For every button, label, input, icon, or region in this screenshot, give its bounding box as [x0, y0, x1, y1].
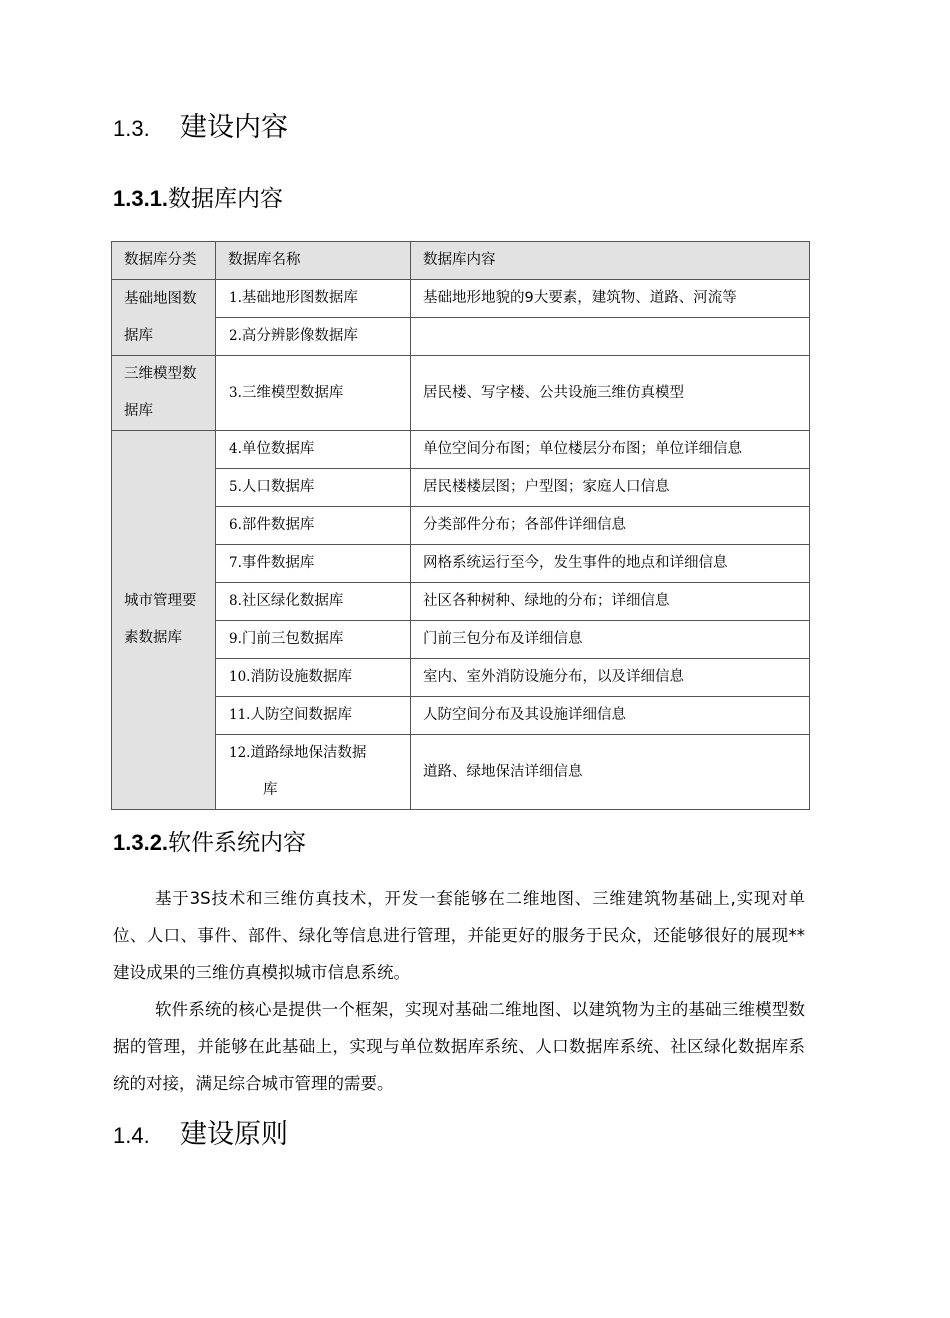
section-heading-1-3-2 [113, 828, 306, 858]
db-content-cell: 单位空间分布图；单位楼层分布图；单位详细信息 [411, 431, 810, 469]
db-name-cell: 7.事件数据库 [216, 545, 411, 583]
db-name-cell: 2.高分辨影像数据库 [216, 318, 411, 356]
section-title: 建设内容 [180, 112, 288, 143]
db-content-cell: 网格系统运行至今，发生事件的地点和详细信息 [411, 545, 810, 583]
table-header: 数据库内容 [411, 242, 810, 280]
paragraph: 基于3S技术和三维仿真技术，开发一套能够在二维地图、三维建筑物基础上,实现对单位、人口、事件、部件、绿化等信息进行管理，并能更好的服务于民众，还能够很好的展现**建设成果的三维仿真模拟城市信息系统。 [113, 889, 805, 982]
table-header: 数据库分类 [112, 242, 216, 280]
db-content-cell: 室内、室外消防设施分布，以及详细信息 [411, 659, 810, 697]
paragraph: 软件系统的核心是提供一个框架，实现对基础二维地图、以建筑物为主的基础三维模型数据的管理，并能够在此基础上，实现与单位数据库系统、人口数据库系统、社区绿化数据库系统的对接，满足综合城市管理的需要。 [113, 1000, 805, 1093]
db-content-cell: 基础地形地貌的9大要素，建筑物、道路、河流等 [411, 280, 810, 318]
db-name-cell: 5.人口数据库 [216, 469, 411, 507]
db-name-cell: 12.道路绿地保洁数据 库 [216, 735, 411, 810]
db-name-cell: 8.社区绿化数据库 [216, 583, 411, 621]
database-table [111, 241, 810, 810]
table-row [112, 697, 810, 735]
db-name-cell: 6.部件数据库 [216, 507, 411, 545]
section-title: 建设原则 [180, 1119, 288, 1150]
table-row [112, 545, 810, 583]
db-content-cell [411, 318, 810, 356]
db-content-cell: 门前三包分布及详细信息 [411, 621, 810, 659]
table-row [112, 469, 810, 507]
table-row [112, 431, 810, 469]
category-cell: 城市管理要 素数据库 [112, 431, 216, 810]
table-row [112, 356, 810, 431]
section-number: 1.3. [113, 116, 150, 141]
table-header: 数据库名称 [216, 242, 411, 280]
db-content-cell: 居民楼楼层图；户型图；家庭人口信息 [411, 469, 810, 507]
section-title: 软件系统内容 [168, 830, 307, 856]
db-content-cell: 人防空间分布及其设施详细信息 [411, 697, 810, 735]
table-row [112, 583, 810, 621]
db-name-cell: 10.消防设施数据库 [216, 659, 411, 697]
db-content-cell: 分类部件分布；各部件详细信息 [411, 507, 810, 545]
section-heading-1-4 [113, 1118, 288, 1153]
body-text [113, 880, 805, 1102]
section-heading-1-3 [113, 111, 288, 146]
db-name-cell: 11.人防空间数据库 [216, 697, 411, 735]
category-cell: 三维模型数 据库 [112, 356, 216, 431]
section-heading-1-3-1 [113, 184, 283, 214]
section-number: 1.3.2. [113, 830, 169, 855]
table-row [112, 507, 810, 545]
table-row [112, 621, 810, 659]
db-content-cell: 居民楼、写字楼、公共设施三维仿真模型 [411, 356, 810, 431]
table-row [112, 318, 810, 356]
db-name-cell: 3.三维模型数据库 [216, 356, 411, 431]
db-content-cell: 道路、绿地保洁详细信息 [411, 735, 810, 810]
table-row [112, 735, 810, 810]
section-number: 1.4. [113, 1123, 150, 1148]
table-row [112, 280, 810, 318]
section-number: 1.3.1. [113, 186, 169, 211]
section-title: 数据库内容 [168, 186, 284, 212]
db-name-cell: 1.基础地形图数据库 [216, 280, 411, 318]
db-content-cell: 社区各种树种、绿地的分布；详细信息 [411, 583, 810, 621]
db-name-cell: 4.单位数据库 [216, 431, 411, 469]
db-name-cell: 9.门前三包数据库 [216, 621, 411, 659]
table-header-row [112, 242, 810, 280]
category-cell: 基础地图数 据库 [112, 280, 216, 356]
table-row [112, 659, 810, 697]
